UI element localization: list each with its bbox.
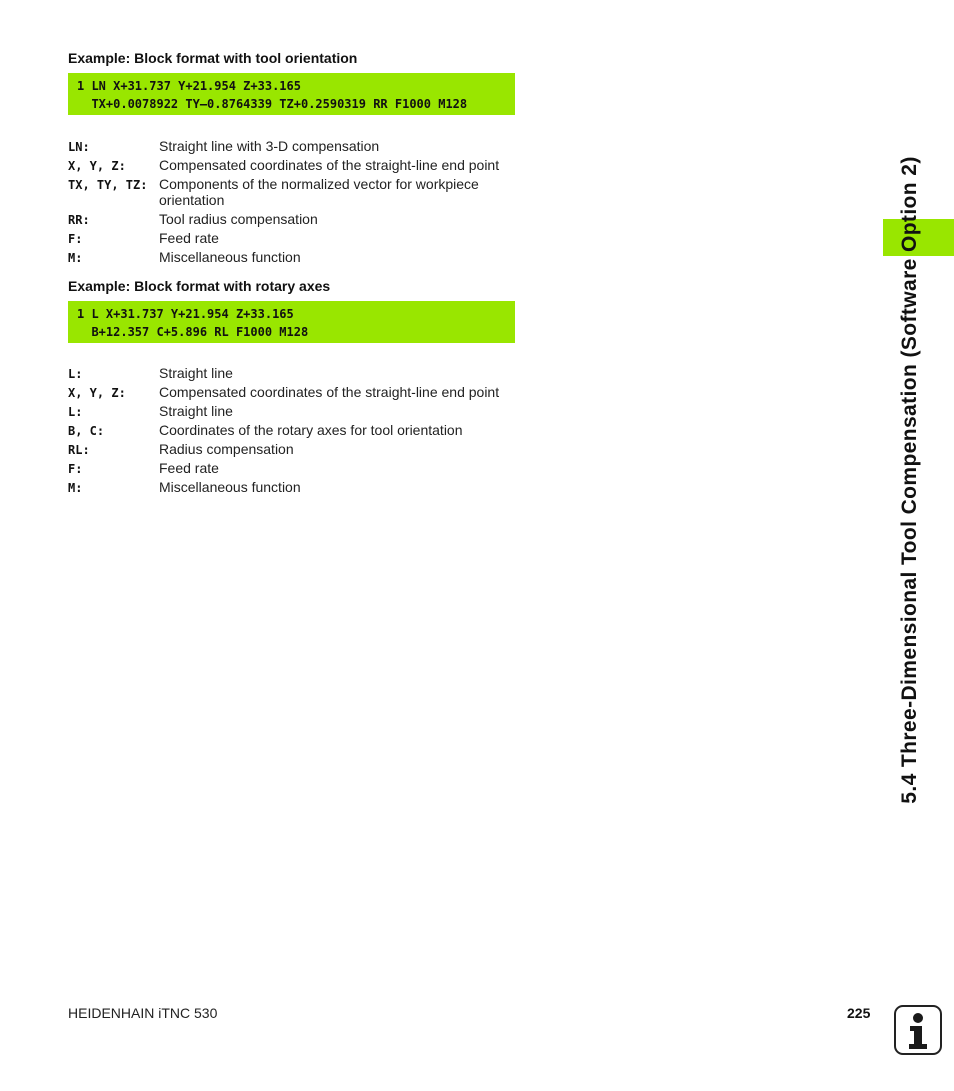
definition-term: M: [68,251,83,265]
example2-code-block [68,301,515,343]
definition-term: TX, TY, TZ: [68,178,148,192]
definition-row [68,479,518,495]
definition-row [68,211,518,227]
definition-desc: Coordinates of the rotary axes for tool orientation [159,422,463,438]
definition-term: F: [68,462,83,476]
example1-code-block [68,73,515,115]
definition-row [68,441,518,457]
definition-row [68,422,518,438]
example1-definitions [68,138,518,268]
definition-desc: Tool radius compensation [159,211,318,227]
definition-desc: Straight line [159,403,233,419]
definition-desc: Straight line with 3-D compensation [159,138,380,154]
definition-desc: Miscellaneous function [159,249,301,265]
definition-row [68,365,518,381]
footer-product: HEIDENHAIN iTNC 530 [68,1005,218,1021]
definition-term: L: [68,367,83,381]
definition-term: B, C: [68,424,105,438]
definition-row [68,157,518,173]
example2-definitions [68,365,518,498]
definition-desc: Straight line [159,365,233,381]
definition-term: RR: [68,213,90,227]
definition-row [68,460,518,476]
definition-desc: Feed rate [159,460,219,476]
definition-row [68,403,518,419]
code-line: 1 LN X+31.737 Y+21.954 Z+33.165 [77,79,301,93]
code-line: 1 L X+31.737 Y+21.954 Z+33.165 [77,307,294,321]
info-icon [894,1005,942,1055]
example1-heading: Example: Block format with tool orientation [68,50,358,66]
definition-term: L: [68,405,83,419]
definition-term: F: [68,232,83,246]
definition-row [68,138,518,154]
definition-term: X, Y, Z: [68,159,126,173]
info-icon-glyph [896,1007,940,1053]
definition-term: X, Y, Z: [68,386,126,400]
code-line: TX+0.0078922 TY–0.8764339 TZ+0.2590319 RR F1000 M128 [77,97,468,111]
definition-row [68,384,518,400]
example2-heading: Example: Block format with rotary axes [68,278,331,294]
definition-desc: Compensated coordinates of the straight-line end point [159,384,500,400]
code-line: B+12.357 C+5.896 RL F1000 M128 [77,325,309,339]
definition-desc: Compensated coordinates of the straight-line end point [159,157,500,173]
definition-term: M: [68,481,83,495]
definition-desc: Miscellaneous function [159,479,301,495]
definition-row [68,230,518,246]
side-chapter-title-text: 5.4 Three-Dimensional Tool Compensation (Software Option 2) [898,156,921,804]
definition-desc: Components of the normalized vector for workpiece orientation [159,176,479,208]
definition-row [68,176,518,208]
definition-desc: Radius compensation [159,441,294,457]
definition-row [68,249,518,265]
definition-term: LN: [68,140,90,154]
definition-term: RL: [68,443,90,457]
page-number: 225 [847,1005,871,1021]
definition-desc: Feed rate [159,230,219,246]
